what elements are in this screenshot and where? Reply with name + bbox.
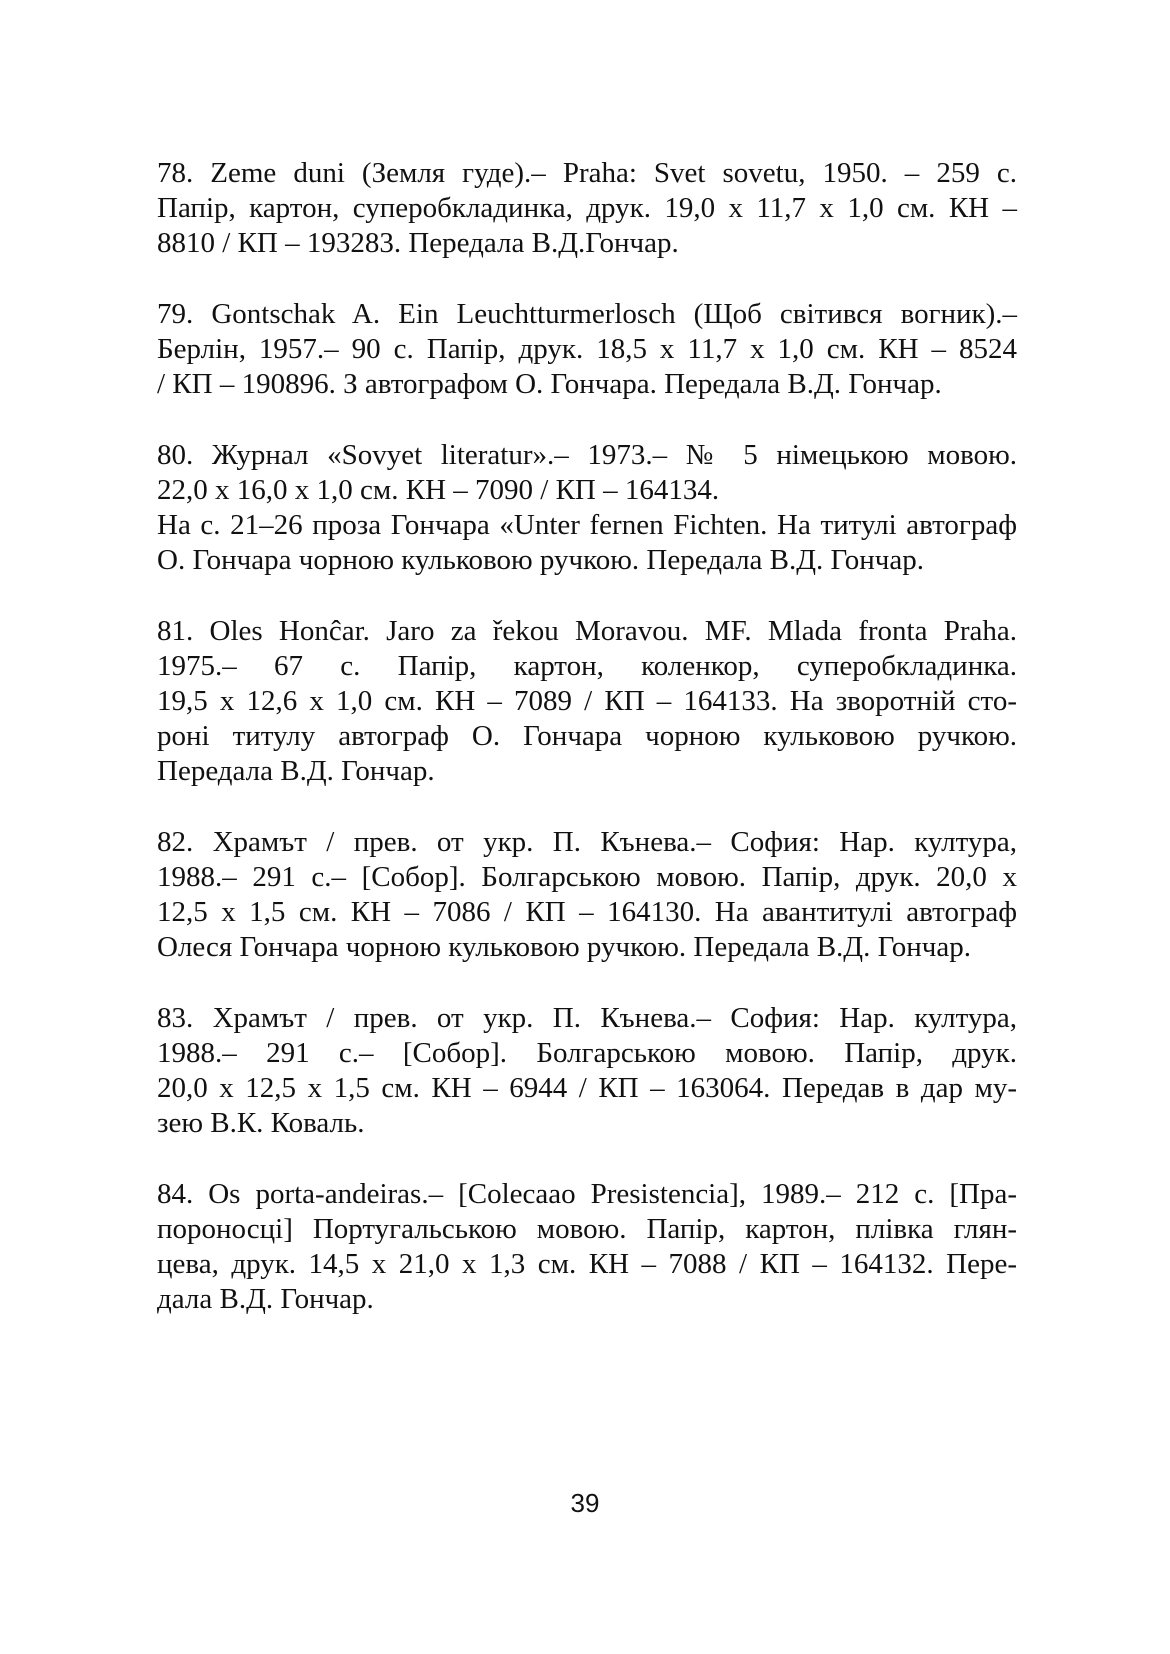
entry-line: роні титулу автограф О. Гончара чорною кульковою ручкою. [157,720,1017,752]
entry-line: Передала В.Д. Гончар. [157,755,435,787]
entry-line: 79. Gontschak A. Ein Leuchtturmerlosch (Щоб світився вогник).– [157,298,1017,330]
entry-line: 8810 / КП – 193283. Передала В.Д.Гончар. [157,227,679,259]
catalog-entry-84 [157,1177,1017,1317]
entry-line: О. Гончара чорною кульковою ручкою. Передала В.Д. Гончар. [157,544,924,576]
entry-line: цева, друк. 14,5 х 21,0 х 1,3 см. КН – 7088 / КП – 164132. Пере- [157,1248,1017,1280]
entry-line: Олеся Гончара чорною кульковою ручкою. Передала В.Д. Гончар. [157,931,972,963]
catalog-entry-79 [157,297,1017,402]
entry-line: 82. Храмът / прев. от укр. П. Кънева.– София: Нар. култура, [157,826,1017,858]
page-number: 39 [570,1488,600,1518]
entry-line: Берлін, 1957.– 90 с. Папір, друк. 18,5 х 11,7 х 1,0 см. КН – 8524 [157,333,1017,365]
catalog-entry-82 [157,825,1017,965]
entry-line: зею В.К. Коваль. [157,1107,365,1139]
entry-line: 12,5 х 1,5 см. КН – 7086 / КП – 164130. На авантитулі автограф [157,896,1017,928]
entry-line: 80. Журнал «Sovyet literatur».– 1973.– № 5 німецькою мовою. [157,439,1017,471]
entry-line: 81. Oles Honĉar. Jaro za řekou Moravou. MF. Mlada fronta Praha. [157,615,1017,647]
entry-line: 1988.– 291 с.– [Собор]. Болгарською мовою. Папір, друк. [157,1037,1017,1069]
entry-line: дала В.Д. Гончар. [157,1283,374,1315]
entry-line: 84. Os porta-andeiras.– [Colecaao Presistencia], 1989.– 212 с. [Пра- [157,1178,1017,1210]
catalog-entry-80 [157,438,1017,578]
catalog-entries [157,156,1017,1353]
entry-line: / КП – 190896. З автографом О. Гончара. Передала В.Д. Гончар. [157,368,942,400]
entry-line: 78. Zeme duni (Земля гуде).– Praha: Svet sovetu, 1950. – 259 с. [157,157,1017,189]
entry-line: пороносці] Португальською мовою. Папір, картон, плівка глян- [157,1213,1017,1245]
entry-line: 19,5 х 12,6 х 1,0 см. КН – 7089 / КП – 164133. На зворотній сто- [157,685,1017,717]
entry-line: 20,0 х 12,5 х 1,5 см. КН – 6944 / КП – 163064. Передав в дар му- [157,1072,1017,1104]
catalog-entry-83 [157,1001,1017,1141]
entry-line: 1975.– 67 с. Папір, картон, коленкор, суперобкладинка. [157,650,1017,682]
catalog-entry-78 [157,156,1017,261]
catalog-entry-81 [157,614,1017,789]
entry-line: Папір, картон, суперобкладинка, друк. 19,0 х 11,7 х 1,0 см. КН – [157,192,1017,224]
entry-line: 22,0 х 16,0 х 1,0 см. КН – 7090 / КП – 164134. [157,474,720,506]
entry-line: 83. Храмът / прев. от укр. П. Кънева.– София: Нар. култура, [157,1002,1017,1034]
entry-line: На с. 21–26 проза Гончара «Unter fernen Fichten. На титулі автограф [157,509,1017,541]
entry-line: 1988.– 291 с.– [Собор]. Болгарською мовою. Папір, друк. 20,0 х [157,861,1017,893]
